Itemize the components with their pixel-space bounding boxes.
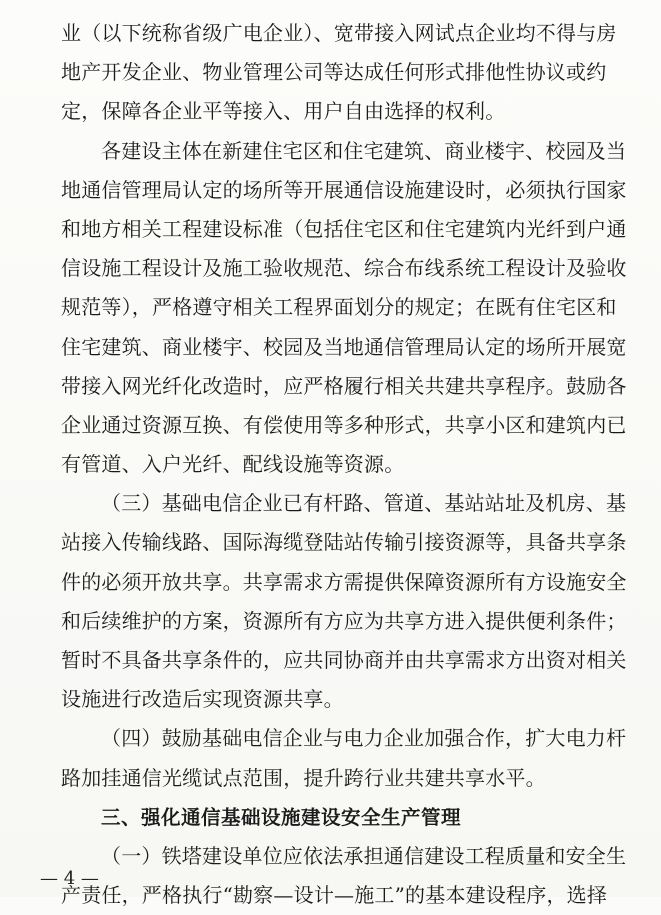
paragraph-construction-standards (61, 132, 639, 485)
text-line: 件的必须开放共享。共享需求方需提供保障资源所有方设施安全 (61, 569, 627, 594)
text-line: 暂时不具备共享条件的，应共同协商并由共享需求方出资对相关 (61, 648, 627, 672)
text-line: （一）铁塔建设单位应依法承担通信建设工程质量和安全生 (101, 843, 627, 868)
text-line: 信设施工程设计及施工验收规范、综合布线系统工程设计及验收 (61, 256, 627, 281)
paragraph-tower-safety (61, 837, 639, 915)
text-line: （四）鼓励基础电信企业与电力企业加强合作，扩大电力杆 (101, 726, 627, 751)
text-line: 定，保障各企业平等接入、用户自由选择的权利。 (61, 99, 506, 124)
paragraph-resource-sharing (61, 484, 639, 719)
text-line: 企业通过资源互换、有偿使用等多种形式，共享小区和建筑内已 (61, 412, 627, 437)
text-line: 产责任，严格执行“勘察—设计—施工”的基本建设程序，选择 (61, 883, 608, 908)
text-line: （三）基础电信企业已有杆路、管道、基站站址及机房、基 (101, 491, 627, 516)
text-line: 规范等），严格遵守相关工程界面划分的规定；在既有住宅区和 (61, 295, 617, 320)
text-line: 路加挂通信光缆试点范围，提升跨行业共建共享水平。 (61, 765, 546, 790)
text-line: 站接入传输线路、国际海缆登陆站传输引接资源等，具备共享条 (61, 530, 627, 555)
paragraph-power-cooperation (61, 719, 639, 797)
text-line: 有管道、入户光纤、配线设施等资源。 (61, 452, 405, 477)
text-line: 地通信管理局认定的场所等开展通信设施建设时，必须执行国家 (61, 177, 627, 202)
text-line: 各建设主体在新建住宅区和住宅建筑、商业楼宇、校园及当 (101, 138, 627, 163)
text-line: 地产开发企业、物业管理公司等达成任何形式排他性协议或约 (61, 60, 607, 85)
text-line: 和地方相关工程建设标准（包括住宅区和住宅建筑内光纤到户通 (61, 216, 627, 241)
text-line: 带接入网光纤化改造时，应严格履行相关共建共享程序。鼓励各 (61, 373, 627, 398)
page-number: — 4 — (40, 868, 99, 889)
text-line: 设施进行改造后实现资源共享。 (61, 687, 344, 712)
text-line: 和后续维护的方案，资源所有方应为共享方进入提供便利条件； (61, 608, 627, 633)
text-line: 业（以下统称省级广电企业）、宽带接入网试点企业均不得与房 (61, 21, 617, 45)
text-line: 住宅建筑、商业楼宇、校园及当地通信管理局认定的场所开展宽 (61, 334, 627, 359)
paragraph-continuation (61, 14, 639, 132)
document-body (61, 14, 639, 915)
section-heading: 三、强化通信基础设施建设安全生产管理 (101, 805, 462, 829)
